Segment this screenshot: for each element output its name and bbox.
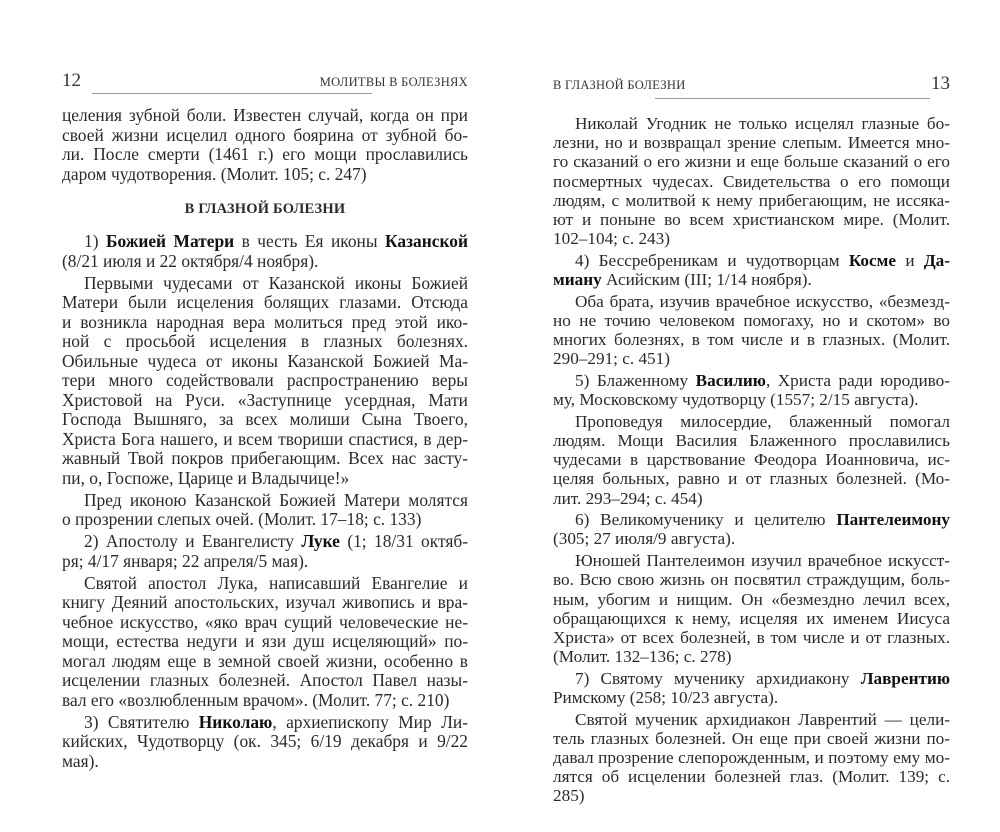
text-run: чудесами в царствование Феодора Иоанновича, ис-	[553, 450, 950, 470]
text-line	[553, 251, 950, 270]
text-run: (8/21 июля и 22 октября/4 ноября).	[62, 250, 319, 271]
text-line	[553, 748, 950, 767]
text-line	[62, 491, 468, 511]
text-line	[62, 574, 468, 594]
paragraph	[553, 371, 950, 409]
paragraph	[62, 713, 468, 772]
text-line	[553, 688, 950, 707]
text-line	[62, 410, 468, 430]
text-line	[553, 489, 950, 508]
page-number: 13	[931, 73, 950, 94]
text-run: мощи, естества недуги и язи душ исцеляющий» по-	[62, 631, 468, 651]
text-run: во. Всю свою жизнь он посвятил страждущим, боль-	[553, 570, 950, 590]
text-line	[553, 710, 950, 729]
text-line	[62, 352, 468, 372]
text-line	[553, 349, 950, 368]
text-run: но не точию человеком помогаху, но и скотом» во	[553, 310, 950, 330]
text-line	[553, 330, 950, 349]
text-line	[62, 449, 468, 469]
paragraph	[62, 232, 468, 271]
text-run: Асийским (III; 1/14 ноября).	[601, 270, 812, 289]
text-run: Римскому (258; 10/23 августа).	[553, 687, 779, 707]
paragraph	[553, 251, 950, 289]
text-run: Господа Вышняго, за всех молиши Сына Твоего,	[62, 409, 468, 429]
text-line	[62, 752, 468, 772]
paragraph	[62, 532, 468, 571]
paragraph	[553, 709, 950, 806]
text-line	[553, 431, 950, 450]
text-run: книгу Деяний апостольских, изучал живопись и вра-	[62, 592, 468, 612]
text-run: исцелении глазных болезней. Апостол Павел назы-	[62, 670, 468, 690]
text-run: многих болезнях, в том числе и в глазных. (Молит.	[553, 330, 950, 350]
text-run: 3) Святителю	[84, 711, 199, 732]
text-run: Обильные чудеса от иконы Казанской Божией Ма-	[62, 350, 468, 371]
paragraph	[62, 574, 468, 711]
text-line	[553, 311, 950, 330]
text-line	[553, 292, 950, 311]
text-run: даром чудотворения. (Молит. 105; с. 247)	[62, 163, 367, 184]
text-line	[553, 551, 950, 570]
text-run: лезни, но и возвращал зрение слепым. Имеется мно-	[553, 133, 950, 153]
text-line	[553, 510, 950, 529]
text-run: пи, о, Госпоже, Царице и Владычице!»	[62, 467, 350, 488]
text-line	[553, 152, 950, 171]
paragraph	[553, 114, 950, 248]
text-line	[62, 713, 468, 733]
text-line	[62, 552, 468, 572]
text-run: жавный Твой покров прибегающим. Всех нас засту-	[62, 448, 468, 468]
text-line	[553, 191, 950, 210]
text-run: людям, с молитвой к нему прибегающим, не иссяка-	[553, 190, 950, 210]
text-line	[553, 529, 950, 548]
text-run: (Молит. 132–136; с. 278)	[553, 647, 732, 667]
text-run: ют и поныне во всем христианском мире. (Молит.	[553, 209, 950, 229]
text-run: и	[896, 250, 924, 270]
text-line	[62, 371, 468, 391]
text-line	[553, 469, 950, 488]
text-run: Николай Угодник не только исцелял глазные бо-	[575, 114, 950, 133]
text-line	[62, 469, 468, 489]
text-line	[553, 609, 950, 628]
saint-name-bold: Николаю	[198, 711, 273, 732]
text-run: Святой мученик архидиакон Лаврентий — цели-	[575, 709, 950, 729]
text-line	[553, 133, 950, 152]
text-run: тель глазных болезней. Он еще при своей жизни по-	[553, 728, 950, 748]
text-line	[62, 252, 468, 272]
text-run: лит. 293–294; с. 454)	[553, 488, 703, 508]
right-page	[553, 0, 950, 832]
saint-name-bold: Луке	[301, 531, 340, 551]
text-run: Первыми чудесами от Казанской иконы Божией	[84, 272, 468, 293]
text-run: 6) Великомученику и целителю	[575, 510, 837, 530]
saint-name-bold: Лаврентию	[860, 668, 950, 688]
text-run: Христа Бога нашего, и всем твориши спастися, в дер-	[62, 428, 468, 449]
header-rule	[92, 93, 372, 94]
text-line	[553, 669, 950, 688]
page-body	[62, 106, 468, 774]
paragraph	[62, 274, 468, 489]
text-line	[62, 732, 468, 752]
text-line	[62, 313, 468, 333]
text-run: Пред иконою Казанской Божией Матери молятся	[84, 489, 468, 510]
text-run: 5) Блаженному	[575, 370, 696, 390]
text-run: 1)	[84, 231, 106, 251]
paragraph	[553, 292, 950, 369]
saint-name-bold: Василию	[695, 370, 766, 390]
paragraph	[553, 551, 950, 666]
text-run: Юношей Пантелеимон изучил врачебное искусст-	[575, 551, 950, 571]
text-run: Святой апостол Лука, написавший Евангелие и	[84, 572, 468, 593]
paragraph	[62, 106, 468, 184]
text-run: посмертных чудесах. Свидетельства о его помощи	[553, 171, 950, 191]
text-run: кийских, Чудотворцу (ок. 345; 6/19 декабря и 9/22	[62, 731, 468, 751]
paragraph	[62, 491, 468, 530]
text-line	[62, 691, 468, 711]
text-line	[62, 632, 468, 652]
text-line	[62, 165, 468, 185]
text-line	[553, 114, 950, 133]
text-run: Христа» от всех болезней, в том числе и от глазных.	[553, 627, 950, 647]
text-run: мая).	[62, 750, 99, 771]
text-line	[553, 628, 950, 647]
text-line	[553, 590, 950, 609]
text-line	[553, 270, 950, 289]
text-line	[62, 232, 468, 252]
section-heading: В ГЛАЗНОЙ БОЛЕЗНИ	[184, 201, 346, 217]
text-line	[62, 106, 468, 126]
saint-name-bold: Божией Матери	[105, 231, 235, 251]
text-run: лятся об исцелении болезней глаз. (Молит. 139; с. 285)	[553, 767, 950, 806]
text-run: Оба брата, изучив врачебное искусство, «безмезд-	[575, 291, 950, 311]
text-run: ли. После смерти (1461 г.) его мощи прославились	[62, 144, 468, 164]
text-run: 102–104; с. 243)	[553, 229, 670, 249]
text-line	[553, 390, 950, 409]
text-line	[62, 126, 468, 146]
text-line	[553, 647, 950, 666]
page-number: 12	[62, 70, 81, 91]
text-line	[62, 145, 468, 165]
text-line	[553, 210, 950, 229]
text-line	[62, 332, 468, 352]
text-line	[553, 412, 950, 431]
page-body	[553, 114, 950, 806]
saint-name-bold: Казанской	[384, 231, 468, 251]
text-run: 2) Апостолу и Евангелисту	[84, 531, 302, 551]
text-run: Проповедуя милосердие, блаженный помогал	[575, 411, 950, 431]
running-head: В ГЛАЗНОЙ БОЛЕЗНИ	[553, 78, 686, 92]
text-line	[62, 613, 468, 633]
saint-name-bold: Да-	[923, 250, 950, 270]
text-line	[553, 767, 950, 806]
text-run: (1; 18/31 октяб-	[339, 531, 468, 551]
text-run: Христовой на Руси. «Заступнице усердная, Мати	[62, 389, 468, 410]
paragraph	[553, 510, 950, 548]
text-line	[62, 652, 468, 672]
text-run: 7) Святому мученику архидиакону	[575, 668, 861, 688]
text-run: го сказаний о его жизни и еще больше сказаний о его	[553, 152, 950, 172]
text-run: 4) Бессребреникам и чудотворцам	[575, 250, 849, 270]
text-run: своей жизни исцелил одного боярина от зубной бо-	[62, 124, 468, 145]
text-run: 290–291; с. 451)	[553, 349, 670, 369]
text-line	[62, 293, 468, 313]
text-run: обращающихся к нему, исцеляя их именем Иисуса	[553, 608, 950, 628]
paragraph	[553, 412, 950, 508]
paragraph	[553, 669, 950, 707]
header-rule	[655, 98, 930, 99]
text-run: му, Московскому чудотворцу (1557; 2/15 августа).	[553, 390, 919, 410]
text-line	[62, 671, 468, 691]
text-run: (305; 27 июля/9 августа).	[553, 529, 736, 549]
text-line	[62, 391, 468, 411]
text-run: Матери были исцеления болящих глазами. Отсюда	[62, 292, 468, 312]
text-line	[62, 510, 468, 530]
saint-name-bold: Косме	[848, 250, 896, 270]
text-run: ным, убогим и нищим. Он «безмездно лечил всех,	[553, 589, 950, 609]
text-run: ря; 4/17 января; 22 апреля/5 мая).	[62, 550, 309, 571]
saint-name-bold: миану	[553, 270, 602, 289]
text-run: чебное искусство, «яко врач сущий человеческие не-	[62, 611, 468, 632]
text-line	[62, 274, 468, 294]
left-page	[62, 0, 468, 832]
text-run: давал прозрение слепорожденным, и поэтому ему мо-	[553, 748, 950, 767]
text-run: в честь Ея иконы	[234, 231, 385, 251]
text-run: , архиепископу Мир Ли-	[272, 711, 468, 732]
text-line	[553, 371, 950, 390]
text-line	[553, 172, 950, 191]
text-run: ной с просьбой исцеления в глазных болезнях.	[62, 331, 468, 351]
text-line	[553, 729, 950, 748]
text-run: могал людям еще в земной своей жизни, особенно в	[62, 650, 468, 671]
text-run: , Христа ради юродиво-	[765, 370, 950, 390]
text-line	[62, 593, 468, 613]
text-line	[62, 430, 468, 450]
text-run: вал его «возлюбленным врачом». (Молит. 77; с. 210)	[62, 689, 450, 710]
text-run: людям. Мощи Василия Блаженного прославились	[553, 431, 950, 450]
text-run: целения зубной боли. Известен случай, когда он при	[62, 105, 468, 125]
text-run: тери много содействовали распространению веры	[62, 370, 468, 390]
text-line	[553, 229, 950, 248]
text-run: целяя больных, равно и от глазных болезней. (Мо-	[553, 469, 950, 489]
text-run: о прозрении слепых очей. (Молит. 17–18; с. 133)	[62, 509, 422, 529]
running-head: МОЛИТВЫ В БОЛЕЗНЯХ	[319, 75, 468, 89]
text-run: и возникла народная вера молиться пред этой ико-	[62, 311, 468, 332]
text-line	[62, 532, 468, 552]
saint-name-bold: Пантелеимону	[836, 510, 950, 530]
text-line	[553, 450, 950, 469]
text-line	[553, 570, 950, 589]
